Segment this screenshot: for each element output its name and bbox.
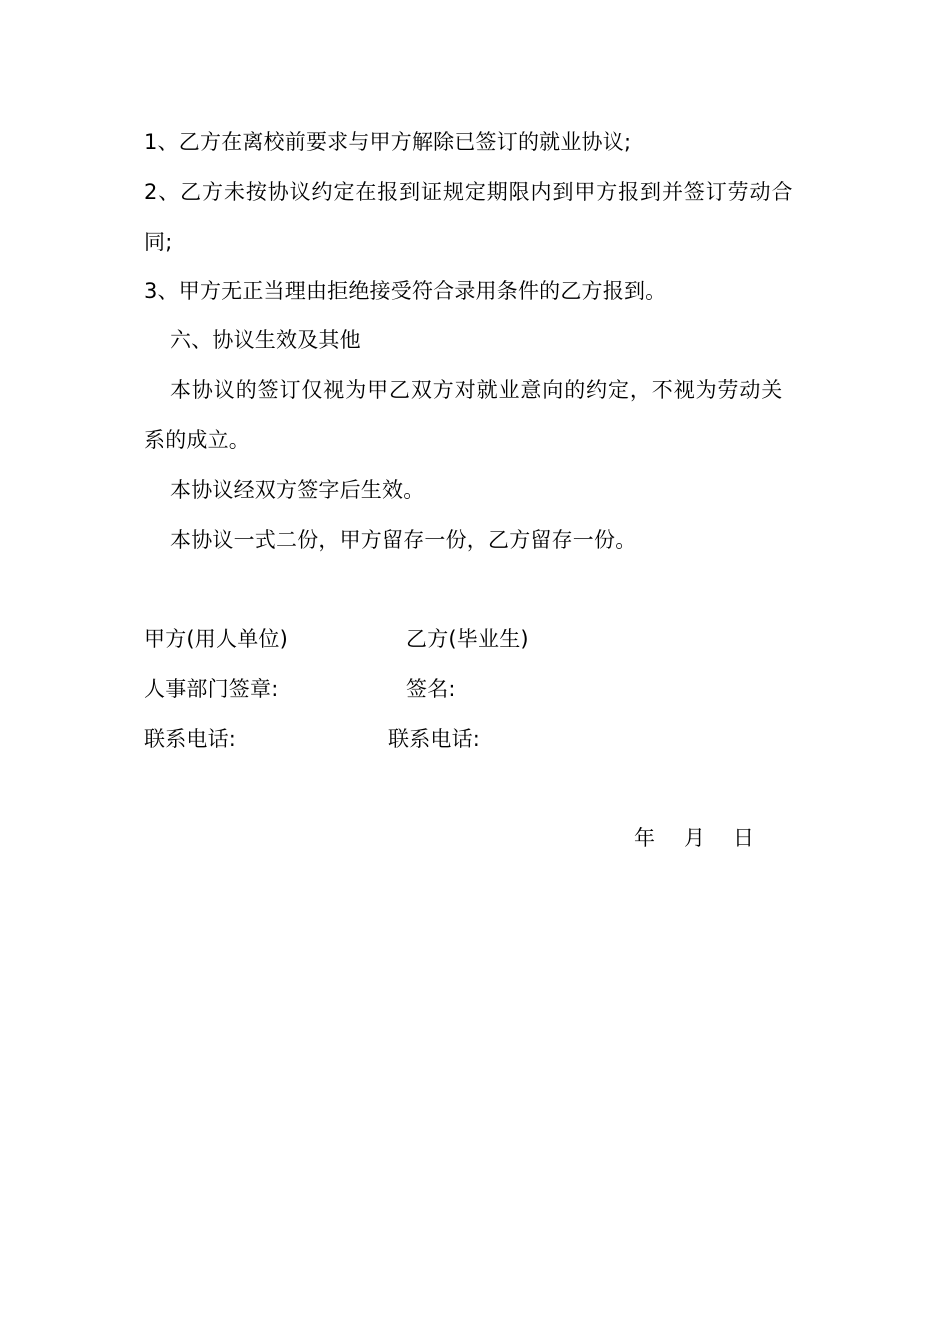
party-a-seal-label: 人事部门签章:: [144, 677, 279, 701]
party-b-phone-label: 联系电话:: [388, 727, 481, 751]
section-heading: 六、协议生效及其他: [170, 328, 361, 352]
paragraph-1-line-1: 本协议的签订仅视为甲乙双方对就业意向的约定，不视为劳动关: [170, 378, 784, 402]
date-day-label: 日: [733, 826, 755, 850]
clause-item-1: 1、乙方在离校前要求与甲方解除已签订的就业协议;: [144, 130, 632, 154]
date-year-label: 年: [634, 826, 656, 850]
clause-item-2-line-1: 2、乙方未按协议约定在报到证规定期限内到甲方报到并签订劳动合: [144, 180, 794, 204]
party-a-phone-label: 联系电话:: [144, 727, 237, 751]
paragraph-1-line-2: 系的成立。: [144, 428, 250, 452]
party-b-label: 乙方(毕业生): [406, 627, 529, 651]
paragraph-3: 本协议一式二份，甲方留存一份，乙方留存一份。: [170, 528, 637, 552]
clause-item-3: 3、甲方无正当理由拒绝接受符合录用条件的乙方报到。: [144, 279, 667, 303]
clause-item-2-line-2: 同;: [144, 230, 173, 254]
paragraph-2: 本协议经双方签字后生效。: [170, 478, 425, 502]
party-a-label: 甲方(用人单位): [144, 627, 288, 651]
party-b-signature-label: 签名:: [406, 677, 456, 701]
date-month-label: 月: [684, 826, 706, 850]
